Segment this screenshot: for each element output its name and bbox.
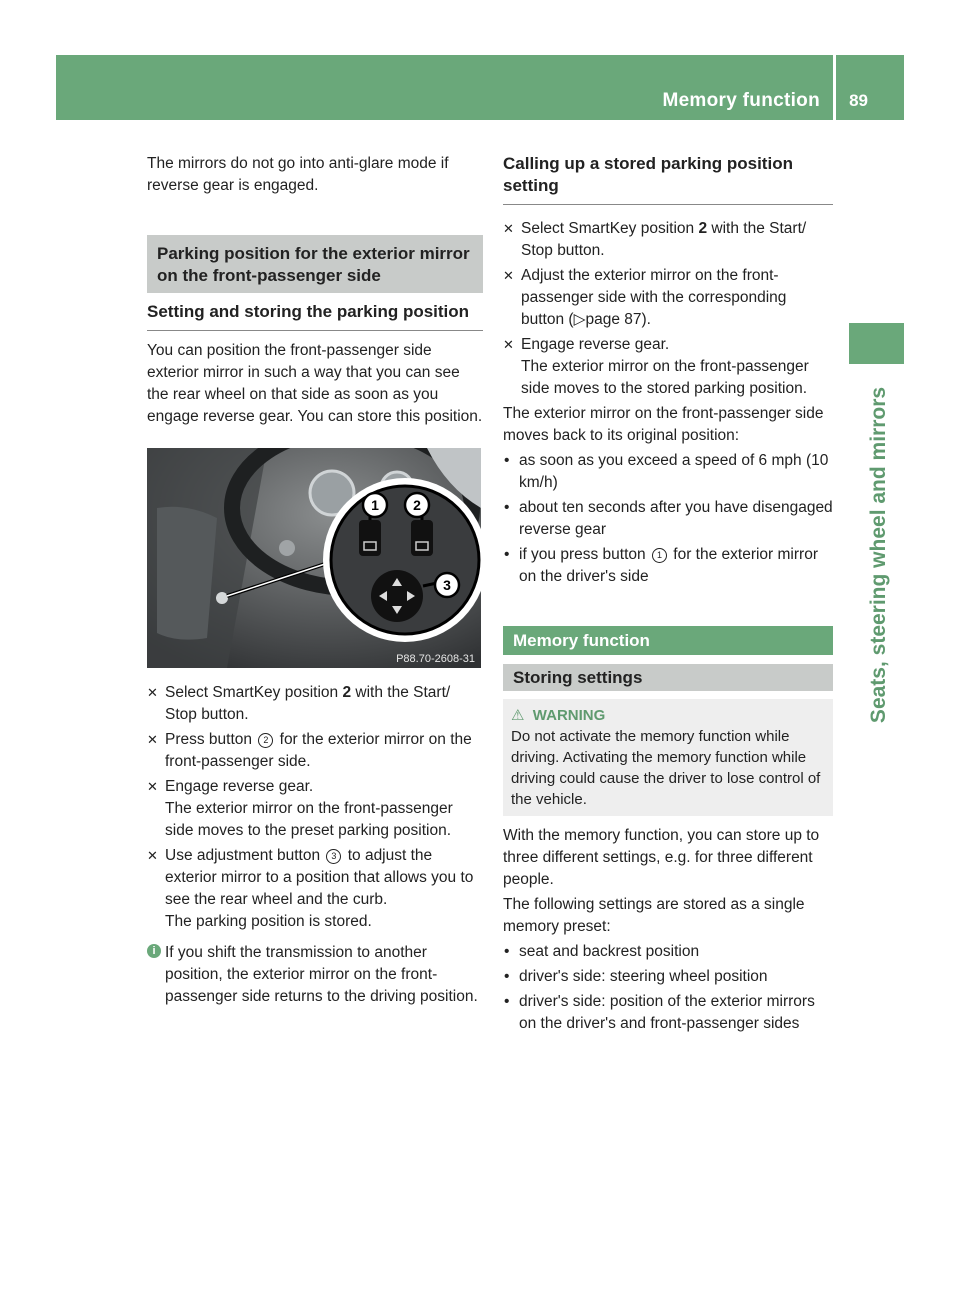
left-column xyxy=(147,153,483,1008)
step-marker-icon: ✕ xyxy=(147,732,158,747)
figure-caption: P88.70-2608-31 xyxy=(396,653,475,665)
left-step-4: ✕ Use adjustment button 3 to adjust the exterior mirror to a position that allows you to see the rear wheel and the curb. The parking position is stored. xyxy=(147,847,474,930)
left-step-3: ✕ Engage reverse gear. The exterior mirror on the front-passenger side moves to the preset parking position. xyxy=(147,778,453,839)
step-marker-icon: ✕ xyxy=(147,848,158,863)
callout-3: 3 xyxy=(443,577,451,593)
right-column xyxy=(503,153,833,1035)
subsection-title-calling: Calling up a stored parking position setting xyxy=(503,153,833,205)
bullet-icon: • xyxy=(504,943,510,960)
page-header xyxy=(56,55,904,120)
callout-2: 2 xyxy=(413,497,421,513)
info-icon: i xyxy=(147,944,161,958)
bullet-icon: • xyxy=(504,546,510,563)
memory-paragraph-1: With the memory function, you can store up to three different settings, e.g. for three different people. xyxy=(503,827,820,888)
parking-paragraph: You can position the front-passenger side exterior mirror in such a way that you can see the rear wheel on that side as soon as you engage reverse gear. You can store this position. xyxy=(147,342,483,425)
page-number: 89 xyxy=(849,91,868,110)
warning-box xyxy=(503,699,833,816)
right-step-2: ✕ Adjust the exterior mirror on the front-passenger side with the corresponding button (▷page 87). xyxy=(503,267,787,328)
dashboard-figure xyxy=(147,448,481,668)
bullet-icon: • xyxy=(504,499,510,516)
button-3-icon: 3 xyxy=(326,849,341,864)
figure-illustration xyxy=(147,448,481,668)
step-marker-icon: ✕ xyxy=(147,685,158,700)
list-item: • driver's side: position of the exterior mirrors on the driver's and front-passenger sides xyxy=(504,993,815,1032)
return-paragraph: The exterior mirror on the front-passenger side moves back to its original position: xyxy=(503,405,824,444)
warning-title: WARNING xyxy=(532,707,606,724)
warning-text: Do not activate the memory function while driving. Activating the memory function while driving could cause the driver to lose control of the vehicle. xyxy=(511,728,821,808)
left-step-2: ✕ Press button 2 for the exterior mirror on the front-passenger side. xyxy=(147,731,472,770)
left-step-1: ✕ Select SmartKey position 2 with the Start/ Stop button. xyxy=(147,684,451,723)
button-1-icon: 1 xyxy=(652,548,667,563)
list-item: • driver's side: steering wheel position xyxy=(503,966,833,988)
warning-icon: ⚠ xyxy=(511,707,525,724)
subsection-title-storing: Storing settings xyxy=(503,664,833,691)
intro-paragraph: The mirrors do not go into anti-glare mode if reverse gear is engaged. xyxy=(147,155,449,194)
step-marker-icon: ✕ xyxy=(147,779,158,794)
memory-paragraph-2: The following settings are stored as a single memory preset: xyxy=(503,896,805,935)
side-label xyxy=(854,365,904,745)
step-marker-icon: ✕ xyxy=(503,221,514,236)
list-item: • seat and backrest position xyxy=(503,941,833,963)
callout-1: 1 xyxy=(371,497,379,513)
button-2-icon: 2 xyxy=(258,733,273,748)
page-ref-arrow-icon: ▷ xyxy=(573,311,586,328)
list-item: • if you press button 1 for the exterior mirror on the driver's side xyxy=(504,546,818,585)
bullet-icon: • xyxy=(504,968,510,985)
subsection-title-setting: Setting and storing the parking position xyxy=(147,301,483,331)
bullet-icon: • xyxy=(504,452,510,469)
step-marker-icon: ✕ xyxy=(503,268,514,283)
list-item: • about ten seconds after you have disengaged reverse gear xyxy=(504,499,833,538)
step-marker-icon: ✕ xyxy=(503,337,514,352)
header-divider xyxy=(833,55,836,120)
page-reference-link[interactable]: page 87 xyxy=(585,311,642,328)
list-item: • as soon as you exceed a speed of 6 mph (10 km/h) xyxy=(504,452,829,491)
side-label-text: Seats, steering wheel and mirrors xyxy=(867,386,890,724)
right-step-3: ✕ Engage reverse gear. The exterior mirror on the front-passenger side moves to the stored parking position. xyxy=(503,336,809,397)
section-title-parking: Parking position for the exterior mirror on the front-passenger side xyxy=(147,235,483,293)
header-title: Memory function xyxy=(662,90,820,111)
section-title-memory: Memory function xyxy=(503,626,833,655)
side-tab-marker xyxy=(849,323,904,364)
info-note: i If you shift the transmission to another position, the exterior mirror on the front-passenger side returns to the driving position. xyxy=(147,942,483,1008)
right-step-1: ✕ Select SmartKey position 2 with the Start/ Stop button. xyxy=(503,220,807,259)
bullet-icon: • xyxy=(504,993,510,1010)
